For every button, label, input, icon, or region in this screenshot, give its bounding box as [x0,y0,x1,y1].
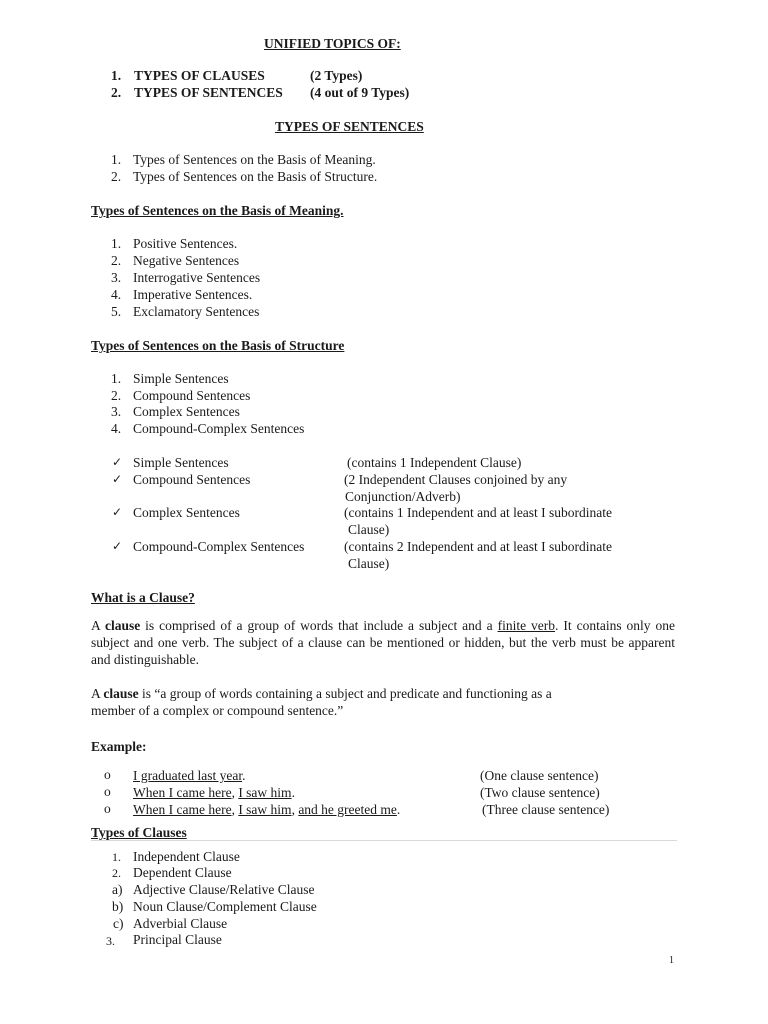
clause-definition-paragraph: A clause is comprised of a group of words that include a subject and a finite verb. It contains only one subject and one verb. The subject of a clause can be mentioned or hidden, but the verb must be apparent and distinguishable. [91,618,675,667]
list-item-number: 3. [111,270,122,285]
check-item-desc-cont: Conjunction/Adverb) [345,489,461,504]
list-item: Simple Sentences [133,371,229,386]
list-item-number: 2. [111,388,122,403]
list-item-number: c) [113,916,124,931]
list-item-number: 2. [112,866,121,880]
header-item-note: (2 Types) [310,68,363,83]
clause-quote-line: member of a complex or compound sentence.” [91,703,344,718]
example-note: (Two clause sentence) [480,785,600,800]
check-item-desc: (2 Independent Clauses conjoined by any [344,472,568,487]
divider [91,840,677,841]
finite-verb-link[interactable]: finite verb [497,618,556,633]
list-item-number: 4. [111,421,122,436]
document-title: UNIFIED TOPICS OF: [264,36,401,51]
list-item-number: 3. [106,934,115,948]
list-item: Types of Sentences on the Basis of Structure. [133,169,378,184]
list-item-number: 1. [111,152,122,167]
list-item-number: 5. [111,304,122,319]
check-item-name: Compound Sentences [133,472,251,487]
header-item-label: TYPES OF CLAUSES [134,68,265,83]
bullet-icon: o [104,767,111,782]
check-item-desc: (contains 1 Independent Clause) [347,455,522,470]
list-item: Adjective Clause/Relative Clause [133,882,315,897]
check-item-desc-cont: Clause) [348,522,390,537]
header-item-note: (4 out of 9 Types) [310,85,410,100]
example-sentence: When I came here, I saw him. [133,785,295,800]
list-item-number: 1. [111,236,122,251]
list-item-number: 2. [111,253,122,268]
check-icon: ✓ [112,505,123,519]
example-sentence: I graduated last year. [133,768,246,783]
list-item: Negative Sentences [133,253,240,268]
list-item: Dependent Clause [133,865,232,880]
check-icon: ✓ [112,539,123,553]
list-item-number: 2. [111,169,122,184]
list-item: Adverbial Clause [133,916,228,931]
check-item-name: Compound-Complex Sentences [133,539,305,554]
list-item: Independent Clause [133,849,240,864]
clause-quote-line: A clause is “a group of words containing a subject and predicate and functioning as a [91,686,552,701]
list-item-number: 1. [111,371,122,386]
bullet-icon: o [104,784,111,799]
example-note: (One clause sentence) [480,768,599,783]
section-title: TYPES OF SENTENCES [275,119,424,134]
bullet-icon: o [104,801,111,816]
check-item-name: Simple Sentences [133,455,229,470]
check-icon: ✓ [112,472,123,486]
header-item-number: 2. [111,85,122,100]
list-item-number: a) [112,882,123,897]
check-item-desc: (contains 1 Independent and at least I subordinate [344,505,613,520]
list-item: Exclamatory Sentences [133,304,260,319]
check-icon: ✓ [112,455,123,469]
list-item-number: b) [112,899,124,914]
page-number: 1 [669,955,674,966]
example-heading: Example: [91,739,147,754]
structure-heading: Types of Sentences on the Basis of Structure [91,338,345,353]
list-item: Imperative Sentences. [133,287,253,302]
list-item: Complex Sentences [133,404,240,419]
list-item: Types of Sentences on the Basis of Meaning. [133,152,376,167]
list-item-number: 3. [111,404,122,419]
list-item: Compound Sentences [133,388,251,403]
clause-heading: What is a Clause? [91,590,195,605]
header-item-number: 1. [111,68,122,83]
list-item: Positive Sentences. [133,236,238,251]
check-item-desc: (contains 2 Independent and at least I subordinate [344,539,613,554]
example-sentence: When I came here, I saw him, and he greeted me. [133,802,401,817]
check-item-desc-cont: Clause) [348,556,390,571]
list-item-number: 1. [112,850,121,864]
list-item-number: 4. [111,287,122,302]
meaning-heading: Types of Sentences on the Basis of Meaning. [91,203,344,218]
check-item-name: Complex Sentences [133,505,240,520]
list-item: Compound-Complex Sentences [133,421,305,436]
list-item: Principal Clause [133,932,222,947]
clause-types-heading: Types of Clauses [91,825,187,840]
list-item: Noun Clause/Complement Clause [133,899,317,914]
header-item-label: TYPES OF SENTENCES [134,85,283,100]
example-note: (Three clause sentence) [482,802,610,817]
list-item: Interrogative Sentences [133,270,261,285]
